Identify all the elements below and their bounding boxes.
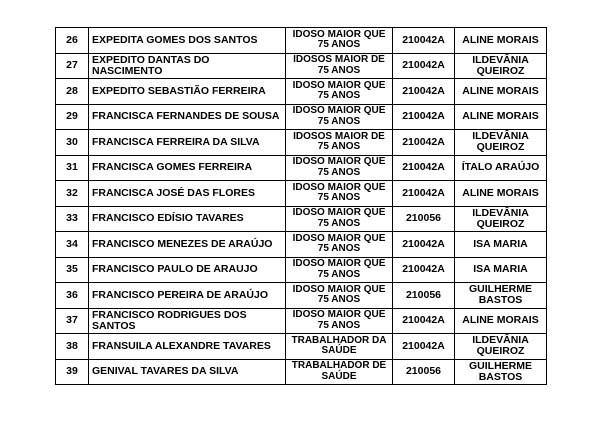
person-name-cell: FRANCISCA JOSÉ DAS FLORES: [89, 181, 286, 207]
row-number-cell: 34: [56, 232, 89, 258]
table-row: [56, 130, 547, 156]
category-cell: IDOSO MAIOR QUE 75 ANOS: [286, 181, 393, 207]
table-row: [56, 79, 547, 105]
person-name-cell: EXPEDITO SEBASTIÃO FERREIRA: [89, 79, 286, 105]
code-cell: 210042A: [393, 181, 455, 207]
responsible-cell: ALINE MORAIS: [455, 79, 547, 105]
code-cell: 210042A: [393, 155, 455, 181]
row-number-cell: 38: [56, 334, 89, 360]
code-cell: 210042A: [393, 53, 455, 79]
code-cell: 210042A: [393, 104, 455, 130]
person-name-cell: FRANCISCA FERNANDES DE SOUSA: [89, 104, 286, 130]
vaccination-list-table: [55, 27, 547, 385]
category-cell: IDOSOS MAIOR DE 75 ANOS: [286, 53, 393, 79]
responsible-cell: ALINE MORAIS: [455, 181, 547, 207]
responsible-cell: ISA MARIA: [455, 232, 547, 258]
category-cell: IDOSO MAIOR QUE 75 ANOS: [286, 283, 393, 309]
responsible-cell: GUILHERME BASTOS: [455, 283, 547, 309]
category-cell: IDOSO MAIOR QUE 75 ANOS: [286, 257, 393, 283]
table-row: [56, 155, 547, 181]
category-cell: TRABALHADOR DA SAÚDE: [286, 334, 393, 360]
row-number-cell: 30: [56, 130, 89, 156]
category-cell: IDOSO MAIOR QUE 75 ANOS: [286, 104, 393, 130]
category-cell: IDOSO MAIOR QUE 75 ANOS: [286, 79, 393, 105]
person-name-cell: FRANCISCO RODRIGUES DOS SANTOS: [89, 308, 286, 334]
person-name-cell: FRANCISCA FERREIRA DA SILVA: [89, 130, 286, 156]
responsible-cell: ILDEVÂNIA QUEIROZ: [455, 334, 547, 360]
code-cell: 210042A: [393, 232, 455, 258]
table-body: [56, 28, 547, 385]
person-name-cell: FRANCISCO PAULO DE ARAUJO: [89, 257, 286, 283]
row-number-cell: 33: [56, 206, 89, 232]
code-cell: 210056: [393, 283, 455, 309]
table-row: [56, 206, 547, 232]
person-name-cell: FRANCISCO MENEZES DE ARAÚJO: [89, 232, 286, 258]
row-number-cell: 26: [56, 28, 89, 54]
code-cell: 210042A: [393, 28, 455, 54]
person-name-cell: EXPEDITA GOMES DOS SANTOS: [89, 28, 286, 54]
table-row: [56, 104, 547, 130]
row-number-cell: 35: [56, 257, 89, 283]
row-number-cell: 32: [56, 181, 89, 207]
table-row: [56, 53, 547, 79]
row-number-cell: 28: [56, 79, 89, 105]
person-name-cell: GENIVAL TAVARES DA SILVA: [89, 359, 286, 385]
table-row: [56, 257, 547, 283]
category-cell: IDOSO MAIOR QUE 75 ANOS: [286, 155, 393, 181]
responsible-cell: GUILHERME BASTOS: [455, 359, 547, 385]
person-name-cell: EXPEDITO DANTAS DO NASCIMENTO: [89, 53, 286, 79]
code-cell: 210042A: [393, 79, 455, 105]
code-cell: 210056: [393, 206, 455, 232]
responsible-cell: ALINE MORAIS: [455, 28, 547, 54]
row-number-cell: 36: [56, 283, 89, 309]
person-name-cell: FRANCISCA GOMES FERREIRA: [89, 155, 286, 181]
responsible-cell: ISA MARIA: [455, 257, 547, 283]
table-row: [56, 334, 547, 360]
code-cell: 210056: [393, 359, 455, 385]
row-number-cell: 37: [56, 308, 89, 334]
responsible-cell: ALINE MORAIS: [455, 308, 547, 334]
category-cell: IDOSO MAIOR QUE 75 ANOS: [286, 28, 393, 54]
category-cell: IDOSO MAIOR QUE 75 ANOS: [286, 308, 393, 334]
responsible-cell: ILDEVÂNIA QUEIROZ: [455, 130, 547, 156]
row-number-cell: 31: [56, 155, 89, 181]
table-row: [56, 28, 547, 54]
code-cell: 210042A: [393, 334, 455, 360]
code-cell: 210042A: [393, 257, 455, 283]
table-row: [56, 181, 547, 207]
table-row: [56, 359, 547, 385]
responsible-cell: ILDEVÂNIA QUEIROZ: [455, 53, 547, 79]
code-cell: 210042A: [393, 308, 455, 334]
responsible-cell: ÍTALO ARAÚJO: [455, 155, 547, 181]
row-number-cell: 39: [56, 359, 89, 385]
row-number-cell: 29: [56, 104, 89, 130]
table-row: [56, 283, 547, 309]
row-number-cell: 27: [56, 53, 89, 79]
category-cell: IDOSO MAIOR QUE 75 ANOS: [286, 232, 393, 258]
responsible-cell: ILDEVÂNIA QUEIROZ: [455, 206, 547, 232]
table-row: [56, 232, 547, 258]
category-cell: TRABALHADOR DE SAÚDE: [286, 359, 393, 385]
person-name-cell: FRANSUILA ALEXANDRE TAVARES: [89, 334, 286, 360]
code-cell: 210042A: [393, 130, 455, 156]
person-name-cell: FRANCISCO EDÍSIO TAVARES: [89, 206, 286, 232]
category-cell: IDOSOS MAIOR DE 75 ANOS: [286, 130, 393, 156]
responsible-cell: ALINE MORAIS: [455, 104, 547, 130]
category-cell: IDOSO MAIOR QUE 75 ANOS: [286, 206, 393, 232]
table-row: [56, 308, 547, 334]
person-name-cell: FRANCISCO PEREIRA DE ARAÚJO: [89, 283, 286, 309]
